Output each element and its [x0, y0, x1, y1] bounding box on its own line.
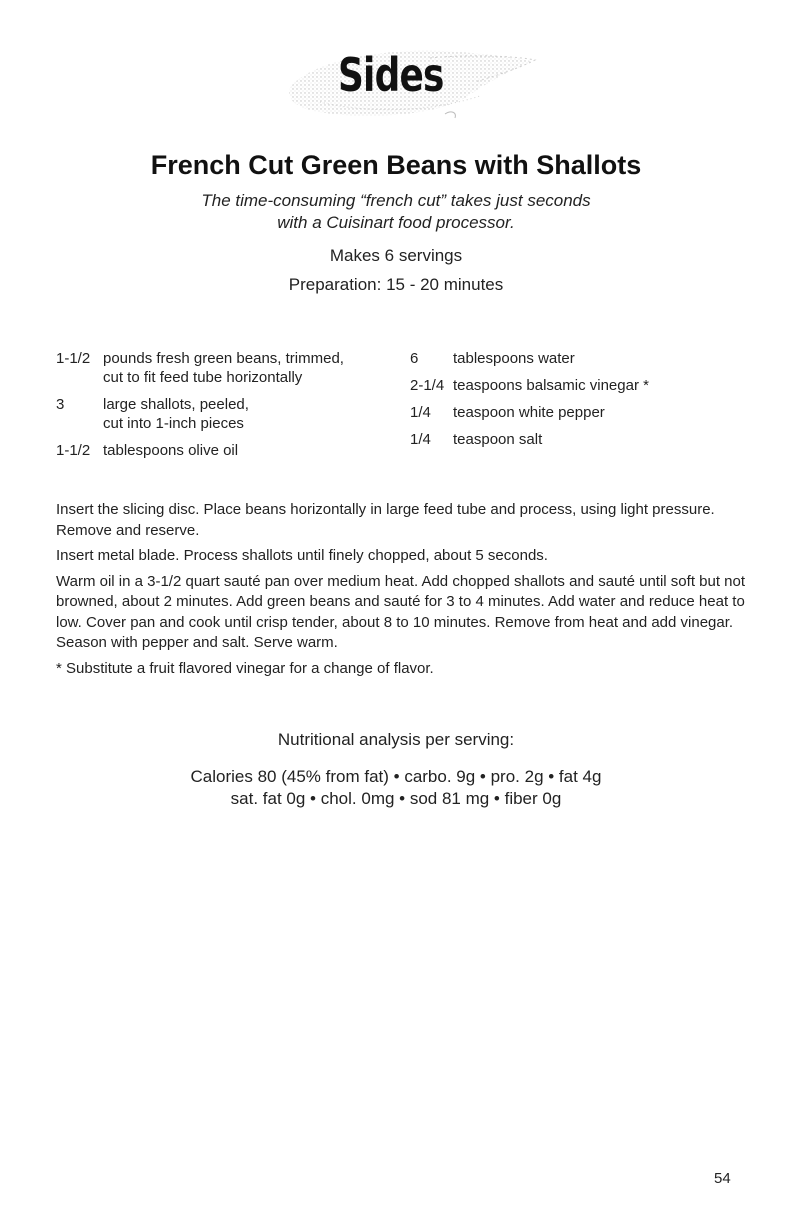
ingredient-line: cut to fit feed tube horizontally: [103, 369, 303, 386]
ingredient-description: [453, 403, 740, 422]
ingredient-description: [103, 441, 386, 460]
ingredient-description: [103, 395, 386, 433]
servings: Makes 6 servings: [329, 246, 463, 265]
directions: [56, 500, 746, 684]
ingredient-line: large shallots, peeled,: [103, 396, 249, 413]
recipe-tagline: [0, 190, 792, 234]
ingredient-description: [453, 376, 740, 395]
preparation-time: Preparation: 15 - 20 minutes: [288, 275, 504, 294]
ingredient-item: [56, 349, 386, 387]
ingredient-quantity: 6: [410, 350, 419, 367]
direction-step: Insert metal blade. Process shallots until finely chopped, about 5 seconds.: [56, 547, 548, 564]
section-banner: [280, 40, 540, 130]
ingredient-line: teaspoon salt: [453, 431, 543, 448]
ingredient-line: pounds fresh green beans, trimmed,: [103, 350, 344, 367]
ingredient-description: [453, 349, 740, 368]
recipe-title: French Cut Green Beans with Shallots: [150, 150, 642, 180]
ingredient-quantity: 1-1/2: [56, 350, 91, 367]
ingredient-item: [56, 441, 386, 460]
ingredient-quantity: 1/4: [410, 431, 431, 448]
direction-step: Warm oil in a 3-1/2 quart sauté pan over medium heat. Add chopped shallots and sauté until soft but not browned, about 2 minutes. Add green beans and sauté for 3 to 4 minutes. Add water and reduce heat to low. Cover pan and cook until crisp tender, about 8 to 10 minutes. Remove from heat and add vinegar. Season with pepper and salt. Serve warm.: [56, 572, 746, 651]
page-number: 54: [714, 1170, 731, 1187]
ingredient-line: teaspoon white pepper: [453, 404, 605, 421]
ingredient-item: [56, 395, 386, 433]
ingredient-description: [453, 430, 740, 449]
ingredients-right-column: [410, 349, 740, 457]
ingredient-item: [410, 430, 740, 449]
direction-step: Insert the slicing disc. Place beans horizontally in large feed tube and process, using light pressure. Remove and reserve.: [56, 501, 715, 539]
section-title: Sides: [338, 48, 444, 102]
tagline-line: The time-consuming “french cut” takes just seconds: [201, 191, 591, 210]
ingredient-quantity: 1-1/2: [56, 442, 91, 459]
ingredient-line: teaspoons balsamic vinegar *: [453, 377, 649, 394]
ingredients-left-column: [56, 349, 386, 468]
ingredient-item: [410, 376, 740, 395]
ingredient-quantity: 3: [56, 396, 65, 413]
footnote: * Substitute a fruit flavored vinegar for a change of flavor.: [56, 659, 434, 677]
nutrition-line: Calories 80 (45% from fat) • carbo. 9g • pro. 2g • fat 4g: [190, 767, 602, 786]
ingredient-description: [103, 349, 386, 387]
ingredient-item: [410, 349, 740, 368]
ingredient-line: tablespoons water: [453, 350, 575, 367]
ingredient-item: [410, 403, 740, 422]
ingredient-quantity: 1/4: [410, 404, 431, 421]
tagline-line: with a Cuisinart food processor.: [277, 213, 515, 232]
nutrition-heading: Nutritional analysis per serving:: [277, 730, 515, 749]
nutrition-facts: [0, 766, 792, 810]
ingredient-line: tablespoons olive oil: [103, 442, 239, 459]
nutrition-line: sat. fat 0g • chol. 0mg • sod 81 mg • fiber 0g: [230, 789, 562, 808]
ingredient-quantity: 2-1/4: [410, 377, 445, 394]
ingredient-line: cut into 1-inch pieces: [103, 415, 244, 432]
